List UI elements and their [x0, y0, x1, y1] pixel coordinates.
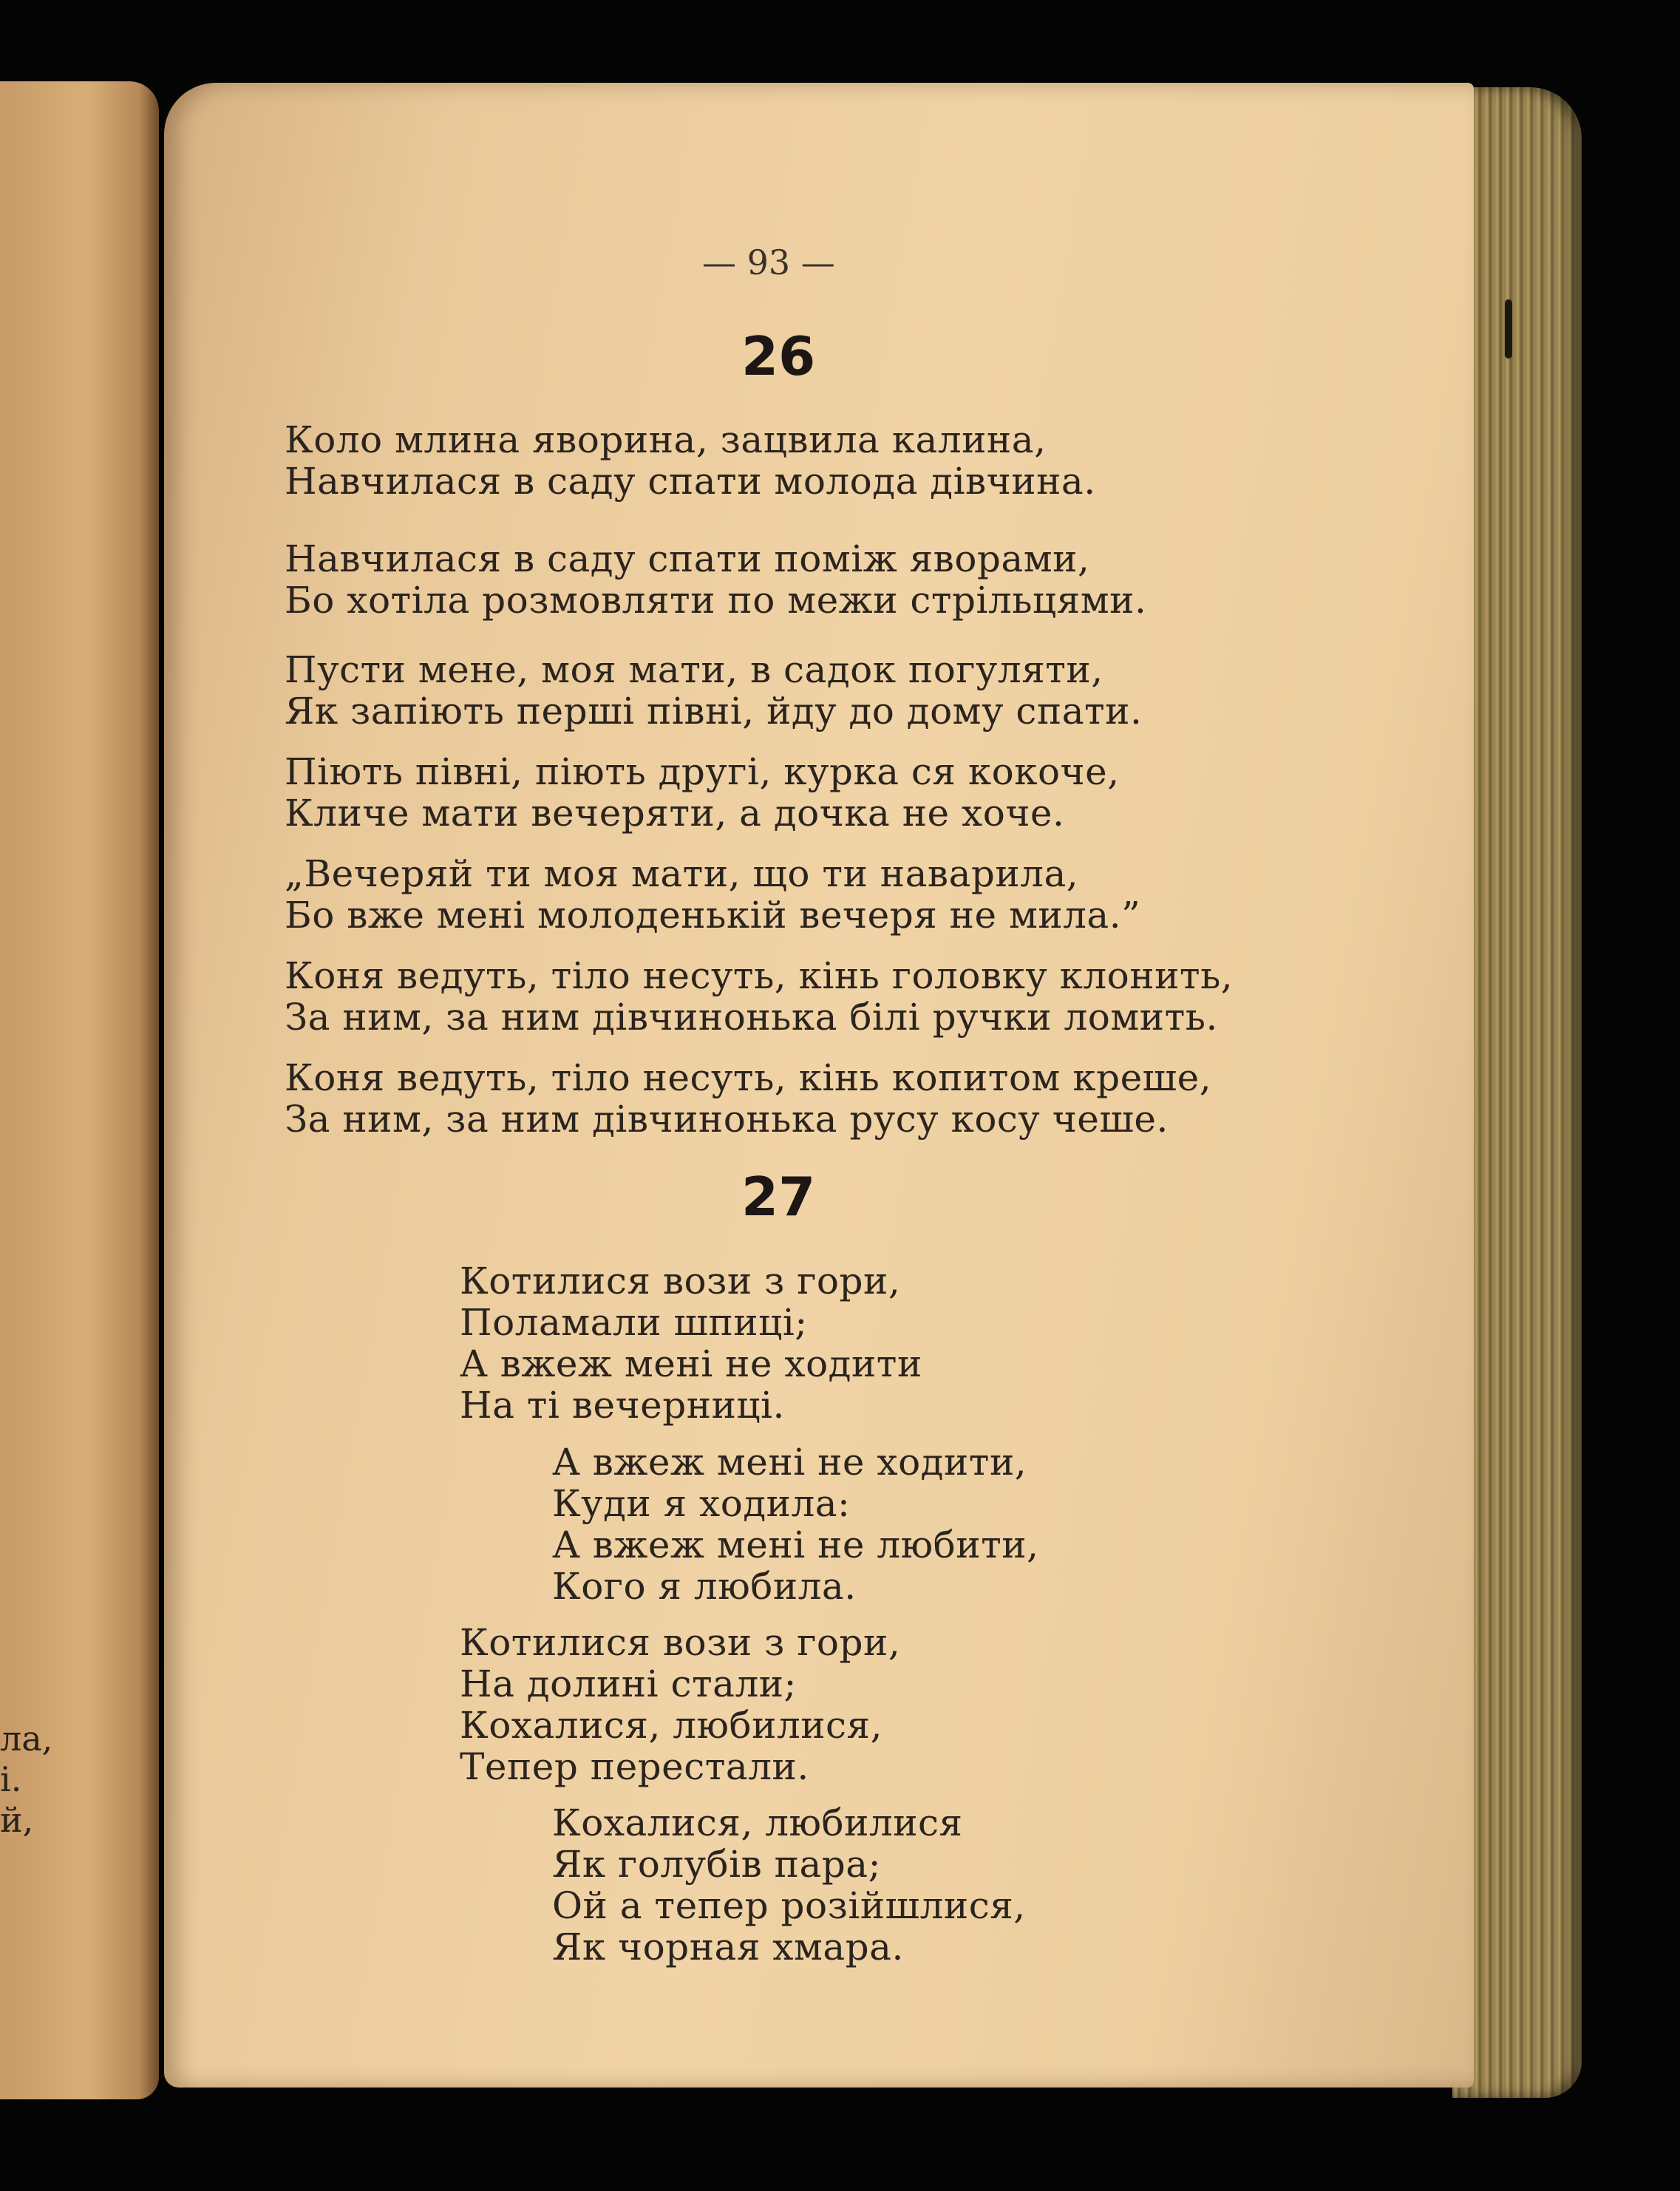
- verse-line: Кличе мати вечеряти, а дочка не хоче.: [285, 792, 1065, 835]
- verse-line: За ним, за ним дівчинонька білі ручки ломить.: [285, 996, 1218, 1039]
- verse-line: Навчилася в саду спати молода дівчина.: [285, 460, 1096, 503]
- verse-line: А вжеж мені не любити,: [552, 1523, 1039, 1566]
- verse-line: Кохалися, любилися,: [460, 1704, 882, 1747]
- stanza: [285, 751, 1120, 834]
- verse-line: Котилися вози з гори,: [460, 1621, 901, 1664]
- verse-line: Як чорная хмара.: [552, 1926, 904, 1968]
- verse-line: „Вечеряй ти моя мати, що ти наварила,: [285, 852, 1079, 895]
- page-number: — 93 —: [702, 242, 835, 282]
- verse-line: Котилися вози з гори,: [460, 1260, 901, 1302]
- verse-line: Ой а тепер розійшлися,: [552, 1884, 1026, 1927]
- verse-line: На ті вечерниці.: [460, 1384, 785, 1427]
- stanza: [285, 649, 1142, 732]
- verse-line: Тепер перестали.: [460, 1745, 809, 1788]
- stanza: [552, 1802, 1026, 1968]
- verse-line: Коло млина яворина, зацвила калина,: [285, 418, 1047, 461]
- stanza: [460, 1622, 900, 1787]
- verse-line: Кого я любила.: [552, 1565, 857, 1608]
- verse-line: Як голубів пара;: [552, 1843, 881, 1886]
- song-number: 26: [741, 325, 816, 387]
- verse-line: Пусти мене, моя мати, в садок погуляти,: [285, 648, 1103, 691]
- verse-line: За ним, за ним дівчинонька русу косу чеше.: [285, 1098, 1169, 1141]
- edge-stain: [1505, 299, 1512, 359]
- verse-line: Куди я ходила:: [552, 1482, 851, 1525]
- left-page-fragment: ла,: [0, 1719, 53, 1759]
- verse-line: Коня ведуть, тіло несуть, кінь головку клонить,: [285, 954, 1234, 997]
- stanza: [285, 853, 1140, 936]
- verse-line: А вжеж мені не ходити,: [552, 1441, 1027, 1484]
- song-number: 27: [741, 1166, 816, 1228]
- verse-line: Як запіють перші півні, йду до дому спати.: [285, 690, 1143, 733]
- stanza: [285, 538, 1146, 621]
- verse-line: Кохалися, любилися: [552, 1801, 963, 1844]
- stanza: [285, 1057, 1211, 1140]
- verse-line: На долині стали;: [460, 1662, 797, 1705]
- left-page-fragment: і.: [0, 1759, 22, 1799]
- stanza: [460, 1260, 922, 1426]
- stanza: [285, 419, 1096, 502]
- stanza: [285, 955, 1233, 1038]
- verse-line: Поламали шпиці;: [460, 1301, 808, 1344]
- verse-line: Навчилася в саду спати поміж яворами,: [285, 537, 1090, 580]
- left-page-fragment: й,: [0, 1800, 34, 1840]
- verse-line: А вжеж мені не ходити: [460, 1342, 922, 1385]
- stanza: [552, 1441, 1039, 1607]
- verse-line: Бо хотіла розмовляти по межи стрільцями.: [285, 579, 1147, 622]
- verse-line: Піють півні, піють другі, курка ся кокоче,: [285, 750, 1120, 793]
- verse-line: Бо вже мені молоденькій вечеря не мила.”: [285, 894, 1141, 937]
- verse-line: Коня ведуть, тіло несуть, кінь копитом креше,: [285, 1056, 1212, 1099]
